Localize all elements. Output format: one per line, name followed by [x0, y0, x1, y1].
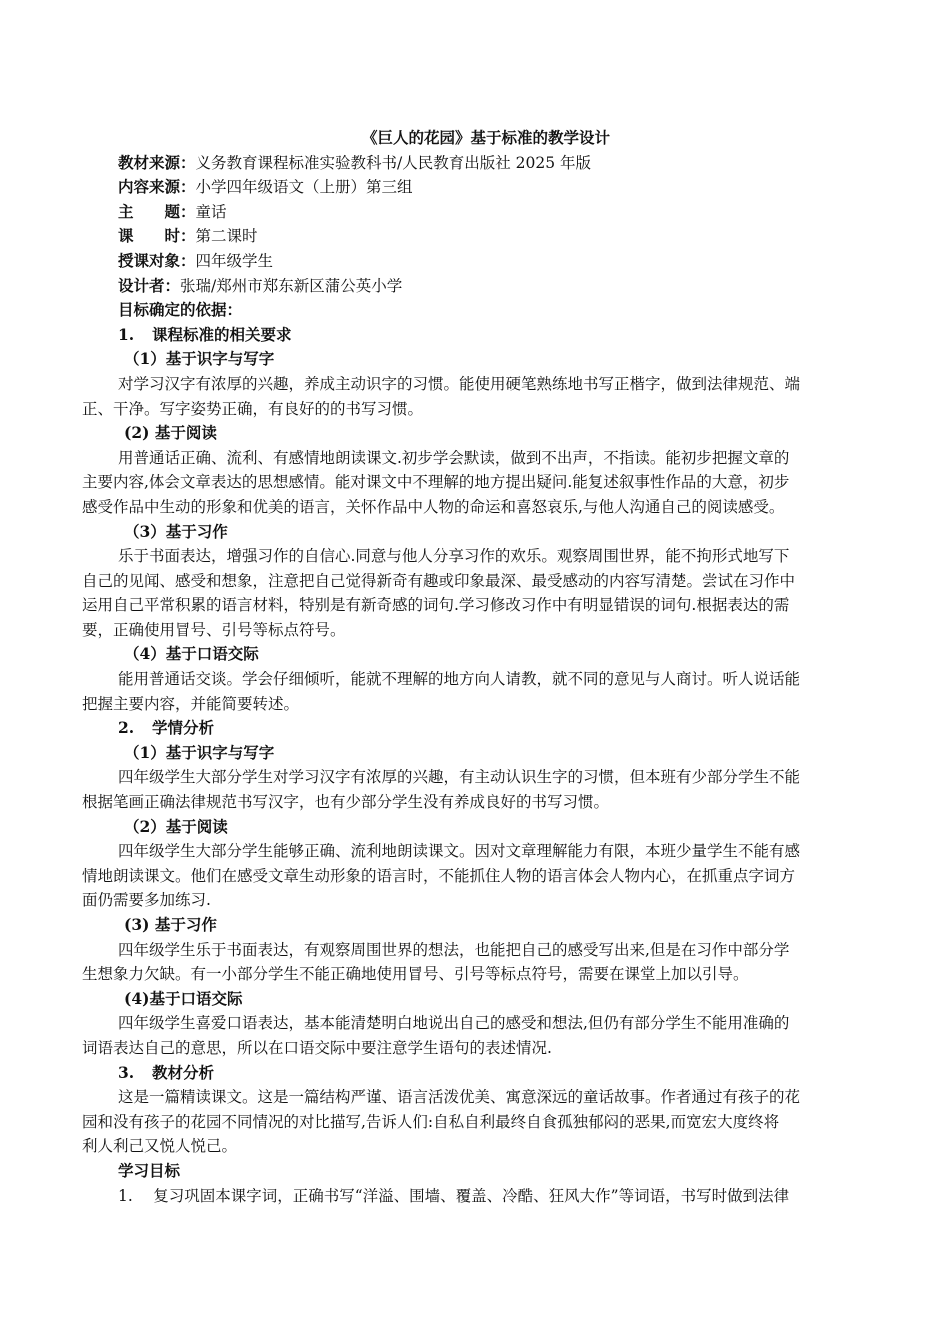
meta-row — [118, 151, 864, 176]
meta-row — [118, 249, 864, 274]
section-title: 课程标准的相关要求 — [152, 324, 292, 344]
subsection-heading: (2) 基于阅读 — [124, 423, 217, 443]
meta-block — [118, 151, 864, 299]
paragraph-line: 园和没有孩子的花园不同情况的对比描写,告诉人们:自私自利最终自食孤独郁闷的恶果,而宽宏大度终将 — [82, 1112, 780, 1131]
meta-value: 张瑞/郑州市郑东新区蒲公英小学 — [180, 276, 403, 295]
paragraph-line: 自己的见闻、感受和想象，注意把自己觉得新奇有趣或印象最深、最受感动的内容写清楚。尝试在习作中 — [82, 571, 796, 590]
meta-value: 童话 — [195, 202, 227, 221]
section-heading — [118, 1061, 864, 1086]
paragraph — [82, 667, 864, 716]
paragraph-line: 利人利己又悦人悦己。 — [82, 1137, 238, 1156]
section-heading — [118, 323, 864, 348]
meta-row — [118, 200, 864, 225]
paragraph — [82, 839, 864, 913]
paragraph — [82, 446, 864, 520]
paragraph — [82, 1011, 864, 1060]
subsection-heading: （4）基于口语交际 — [124, 644, 259, 664]
meta-value: 义务教育课程标准实验教科书/人民教育出版社 2025 年版 — [195, 153, 592, 172]
paragraph-line: 根据笔画正确法律规范书写汉字，也有少部分学生没有养成良好的书写习惯。 — [82, 793, 610, 812]
meta-row — [118, 274, 864, 299]
meta-value: 第二课时 — [195, 227, 258, 246]
meta-label: 内容来源： — [118, 177, 196, 197]
meta-value: 小学四年级语文（上册）第三组 — [195, 178, 413, 197]
paragraph-line: 面仍需要多加练习. — [82, 891, 211, 910]
paragraph-line: 把握主要内容，并能简要转述。 — [82, 694, 300, 713]
paragraph-line: 运用自己平常积累的语言材料，特别是有新奇感的词句.学习修改习作中有明显错误的词句.根据表达的需 — [82, 596, 790, 615]
goals-heading: 学习目标 — [118, 1160, 181, 1180]
document-title: 《巨人的花园》基于标准的教学设计 — [361, 128, 610, 147]
section-title: 学情分析 — [152, 718, 215, 738]
subsection-heading: (4)基于口语交际 — [124, 988, 243, 1008]
section-title: 教材分析 — [152, 1062, 215, 1082]
subsection-heading: (3) 基于习作 — [124, 915, 217, 934]
section-heading — [118, 716, 864, 741]
document-page — [82, 126, 864, 1208]
meta-label: 授课对象： — [118, 250, 196, 270]
paragraph-line: 四年级学生大部分学生对学习汉字有浓厚的兴趣，有主动认识生字的习惯，但本班有少部分学生不能 — [118, 768, 801, 787]
subsection-heading: （3）基于习作 — [124, 521, 228, 541]
paragraph-line: 要，正确使用冒号、引号等标点符号。 — [82, 620, 346, 639]
paragraph-line: 能用普通话交谈。学会仔细倾听，能就不理解的地方向人请教，就不同的意见与人商讨。听人说话能 — [118, 670, 801, 689]
meta-label: 教材来源： — [118, 152, 196, 172]
meta-label: 设计者： — [118, 275, 181, 295]
meta-row — [118, 224, 864, 249]
meta-label: 课 时： — [118, 226, 196, 246]
section-number: 3. — [118, 1062, 135, 1082]
paragraph — [82, 544, 864, 642]
paragraph-line: 四年级学生乐于书面表达，有观察周围世界的想法，也能把自己的感受写出来,但是在习作中部分学 — [118, 940, 790, 959]
paragraph-line: 乐于书面表达，增强习作的自信心.同意与他人分享习作的欢乐。观察周围世界，能不拘形式地写下 — [118, 547, 790, 566]
paragraph-line: 对学习汉字有浓厚的兴趣，养成主动识字的习惯。能使用硬笔熟练地书写正楷字，做到法律规范、端 — [118, 374, 801, 393]
subsection-heading: （1）基于识字与写字 — [124, 349, 275, 369]
subsection-heading: （2）基于阅读 — [124, 816, 228, 836]
meta-label: 主 题： — [118, 201, 196, 221]
paragraph-line: 用普通话正确、流利、有感情地朗读课文.初步学会默读，做到不出声，不指读。能初步把握文章的 — [118, 448, 790, 467]
paragraph-line: 生想象力欠缺。有一小部分学生不能正确地使用冒号、引号等标点符号，需要在课堂上加以引导。 — [82, 965, 749, 984]
paragraph — [82, 765, 864, 814]
paragraph-line: 这是一篇精读课文。这是一篇结构严谨、语言活泼优美、寓意深远的童话故事。作者通过有孩子的花 — [118, 1088, 801, 1107]
meta-value: 四年级学生 — [195, 251, 274, 270]
paragraph — [82, 938, 864, 987]
paragraph-line: 主要内容,体会文章表达的思想感情。能对课文中不理解的地方提出疑问.能复述叙事性作品的大意，初步 — [82, 473, 790, 492]
paragraph-line: 正、干净。写字姿势正确，有良好的的书写习惯。 — [82, 399, 424, 418]
paragraph-line: 四年级学生大部分学生能够正确、流利地朗读课文。因对文章理解能力有限，本班少量学生不能有感 — [118, 842, 801, 861]
basis-heading: 目标确定的依据： — [118, 300, 243, 320]
paragraph-line: 情地朗读课文。他们在感受文章生动形象的语言时，不能抓住人物的语言体会人物内心，在抓重点字词方 — [82, 866, 796, 885]
paragraph — [82, 372, 864, 421]
paragraph-line: 感受作品中生动的形象和优美的语言，关怀作品中人物的命运和喜怒哀乐,与他人沟通自己的阅读感受。 — [82, 497, 785, 516]
meta-row — [118, 175, 864, 200]
paragraph-line: 四年级学生喜爱口语表达，基本能清楚明白地说出自己的感受和想法,但仍有部分学生不能用准确的 — [118, 1014, 790, 1033]
section-number: 1. — [118, 324, 135, 344]
section-number: 2. — [118, 718, 135, 738]
subsection-heading: （1）基于识字与写字 — [124, 742, 275, 762]
goal-item: 1. 复习巩固本课字词，正确书写“洋溢、围墙、覆盖、冷酷、狂风大作”等词语，书写时做到法律 — [118, 1186, 790, 1205]
paragraph-line: 词语表达自己的意思，所以在口语交际中要注意学生语句的表述情况. — [82, 1038, 552, 1057]
paragraph — [82, 1085, 864, 1159]
